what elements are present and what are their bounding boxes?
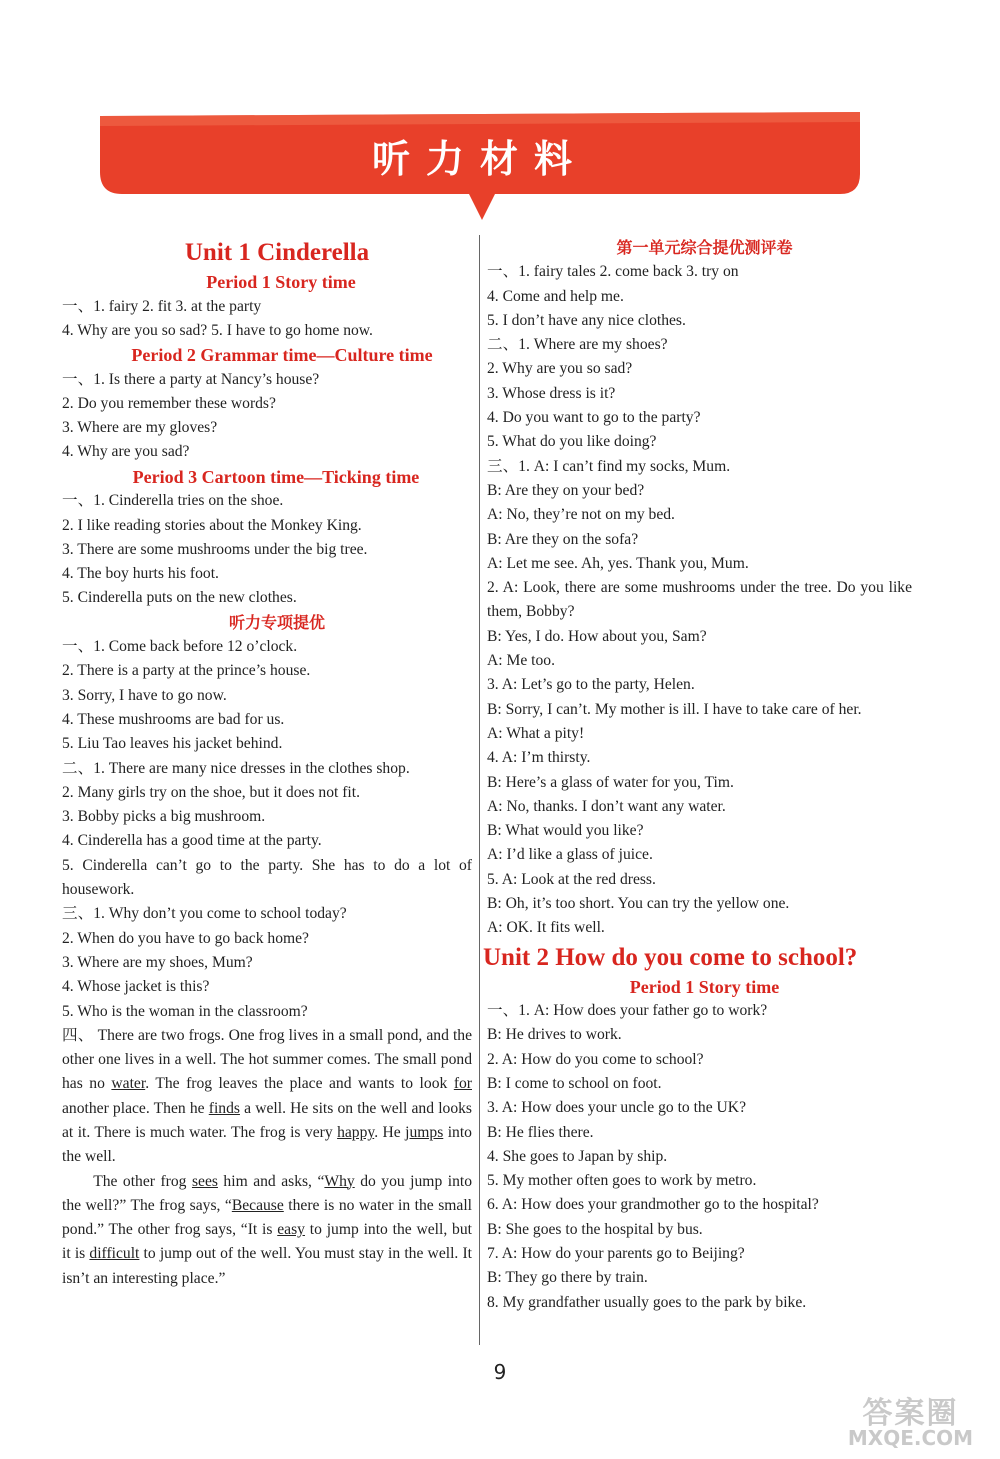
list-item: 5. I don’t have any nice clothes. <box>487 311 686 329</box>
watermark-text: 答案圈 <box>862 1396 959 1431</box>
dialogue-line: A: Me too. <box>487 652 556 670</box>
dialogue-line: 3. A: Let’s go to the party, Helen. <box>487 676 695 694</box>
list-item: 4. Why are you so sad? 5. I have to go home now. <box>62 321 373 339</box>
dialogue-line: 5. A: Look at the red dress. <box>487 870 656 888</box>
column-divider <box>479 235 480 1345</box>
dialogue-line: A: No, thanks. I don’t want any water. <box>487 797 726 815</box>
underlined-word: finds <box>208 1099 240 1117</box>
list-item: B: He flies there. <box>487 1123 594 1141</box>
list-item: 2. Do you remember these words? <box>62 394 276 412</box>
story-text: The other frog <box>93 1172 192 1190</box>
list-item: 6. A: How does your grandmother go to the hospital? <box>487 1196 819 1214</box>
story-text: 四、 There are two frogs. One frog lives in a small pond, and the other one lives in a well. The hot summer comes. The small pond has no <box>62 1026 472 1093</box>
dialogue-line: B: Yes, I do. How about you, Sam? <box>487 627 707 645</box>
story-text: to jump into the well, but it is <box>62 1221 472 1263</box>
underlined-word: water <box>111 1075 146 1093</box>
period1-title: Period 1 Story time <box>206 272 356 292</box>
dialogue-line: B: Sorry, I can’t. My mother is ill. I have to take care of her. <box>487 700 862 718</box>
list-item: B: He drives to work. <box>487 1026 622 1044</box>
underlined-word: difficult <box>89 1245 140 1263</box>
dialogue-line: A: No, they’re not on my bed. <box>487 506 675 524</box>
list-item: 2. A: How do you come to school? <box>487 1050 704 1068</box>
list-item: 4. These mushrooms are bad for us. <box>62 710 285 728</box>
dialogue-line: B: What would you like? <box>487 822 644 840</box>
list-item: 2. When do you have to go back home? <box>62 929 309 947</box>
story-text: into the well. <box>62 1124 472 1166</box>
list-item: 3. Where are my shoes, Mum? <box>62 953 253 971</box>
dialogue-line: A: I’d like a glass of juice. <box>487 846 653 864</box>
list-item: 一、1. Is there a party at Nancy’s house? <box>62 370 320 388</box>
period3-title: Period 3 Cartoon time—Ticking time <box>132 466 420 487</box>
list-item: 三、1. Why don’t you come to school today? <box>62 905 347 923</box>
story-text: do you jump into the well?” The frog says, “ <box>62 1172 472 1214</box>
dialogue-line: 4. A: I’m thirsty. <box>487 749 591 767</box>
list-item: 一、1. A: How does your father go to work? <box>487 1002 768 1020</box>
story-paragraph-2 <box>62 1170 472 1291</box>
story-text: a well. He sits on the well and looks at it. There is much water. The frog is very <box>62 1099 472 1141</box>
unit2-title: Unit 2 How do you come to school? <box>483 943 858 971</box>
list-item: 8. My grandfather usually goes to the park by bike. <box>487 1293 807 1311</box>
underlined-word: sees <box>191 1172 218 1190</box>
underlined-word: for <box>453 1075 472 1093</box>
list-item: 3. Whose dress is it? <box>487 384 616 402</box>
dialogue-line: A: What a pity! <box>487 724 585 742</box>
list-item: 4. Do you want to go to the party? <box>487 409 701 427</box>
story-text: there is no water in the small pond.” The other frog says, “It is <box>62 1196 472 1239</box>
unit2-period1-title: Period 1 Story time <box>629 976 780 997</box>
list-item: 一、1. fairy tales 2. come back 3. try on <box>487 263 739 281</box>
dialogue-line: B: Oh, it’s too short. You can try the yellow one. <box>487 895 790 913</box>
list-item: 5. My mother often goes to work by metro. <box>487 1172 757 1190</box>
dialogue-line: B: Here’s a glass of water for you, Tim. <box>487 773 734 791</box>
unit1-test-title: 第一单元综合提优测评卷 <box>616 238 793 257</box>
list-item: 2. Many girls try on the shoe, but it does not fit. <box>62 783 360 801</box>
dialogue-line: A: OK. It fits well. <box>487 919 605 937</box>
list-item: B: I come to school on foot. <box>487 1075 662 1092</box>
story-text: him and asks, “ <box>217 1172 325 1190</box>
unit1-title: Unit 1 Cinderella <box>184 239 370 266</box>
underlined-word: jumps <box>405 1124 444 1141</box>
list-item: B: She goes to the hospital by bus. <box>487 1220 703 1238</box>
list-item: 一、1. fairy 2. fit 3. at the party <box>62 297 262 315</box>
list-item: 5. What do you like doing? <box>487 433 657 451</box>
left-column <box>62 236 472 1291</box>
list-item: 4. The boy hurts his foot. <box>62 565 219 583</box>
watermark-url: MXQE.COM <box>847 1426 974 1450</box>
list-item: 2. I like reading stories about the Monkey King. <box>62 516 362 534</box>
story-text: another place. Then he <box>62 1099 209 1117</box>
story-paragraph-1 <box>62 1024 472 1170</box>
list-item: 一、1. Cinderella tries on the shoe. <box>62 492 284 510</box>
dialogue-line: 2. A: Look, there are some mushrooms under the tree. Do you like them, Bobby? <box>487 579 912 621</box>
dialogue-line: A: Let me see. Ah, yes. Thank you, Mum. <box>487 554 749 572</box>
list-item: 4. She goes to Japan by ship. <box>487 1147 668 1165</box>
list-item: 4. Come and help me. <box>487 287 624 305</box>
list-item: 3. There are some mushrooms under the big tree. <box>62 540 368 558</box>
list-item: 5. Who is the woman in the classroom? <box>62 1002 308 1020</box>
dialogue-line: 三、1. A: I can’t find my socks, Mum. <box>487 457 731 475</box>
title-banner <box>100 112 860 200</box>
underlined-word: easy <box>277 1221 305 1239</box>
special-listening-title: 听力专项提优 <box>228 612 325 632</box>
list-item: 5. Cinderella can’t go to the party. She has to do a lot of housework. <box>62 856 472 899</box>
banner-title: 听力材料 <box>371 137 588 181</box>
list-item: B: They go there by train. <box>487 1269 648 1287</box>
list-item: 5. Cinderella puts on the new clothes. <box>62 589 297 607</box>
list-item: 7. A: How do your parents go to Beijing? <box>487 1245 745 1263</box>
story-text: . He <box>374 1124 406 1141</box>
underlined-word: Because <box>231 1196 284 1214</box>
list-item: 2. There is a party at the prince’s house. <box>62 662 311 680</box>
watermark-logo <box>828 1388 993 1454</box>
list-item: 4. Cinderella has a good time at the party. <box>62 832 322 850</box>
list-item: 4. Why are you sad? <box>62 443 190 461</box>
underlined-word: happy <box>337 1124 375 1141</box>
list-item: 二、1. Where are my shoes? <box>487 336 668 354</box>
period2-title: Period 2 Grammar time—Culture time <box>131 345 433 366</box>
list-item: 3. A: How does your uncle go to the UK? <box>487 1099 746 1117</box>
list-item: 4. Whose jacket is this? <box>62 978 210 996</box>
list-item: 2. Why are you so sad? <box>487 360 633 378</box>
dialogue-line: B: Are they on the sofa? <box>487 530 639 548</box>
list-item: 5. Liu Tao leaves his jacket behind. <box>62 735 283 753</box>
underlined-word: Why <box>324 1172 355 1190</box>
list-item: 二、1. There are many nice dresses in the clothes shop. <box>62 759 410 777</box>
list-item: 一、1. Come back before 12 o’clock. <box>62 638 298 656</box>
list-item: 3. Where are my gloves? <box>62 419 218 437</box>
list-item: 3. Bobby picks a big mushroom. <box>62 808 266 826</box>
page-number: 9 <box>493 1360 507 1384</box>
story-text: . The frog leaves the place and wants to look <box>145 1075 454 1093</box>
story-text: to jump out of the well. You must stay in the well. It isn’t an interesting place.” <box>62 1245 472 1287</box>
right-column <box>483 236 912 1315</box>
dialogue-line: B: Are they on your bed? <box>487 481 645 499</box>
list-item: 3. Sorry, I have to go now. <box>62 686 227 704</box>
